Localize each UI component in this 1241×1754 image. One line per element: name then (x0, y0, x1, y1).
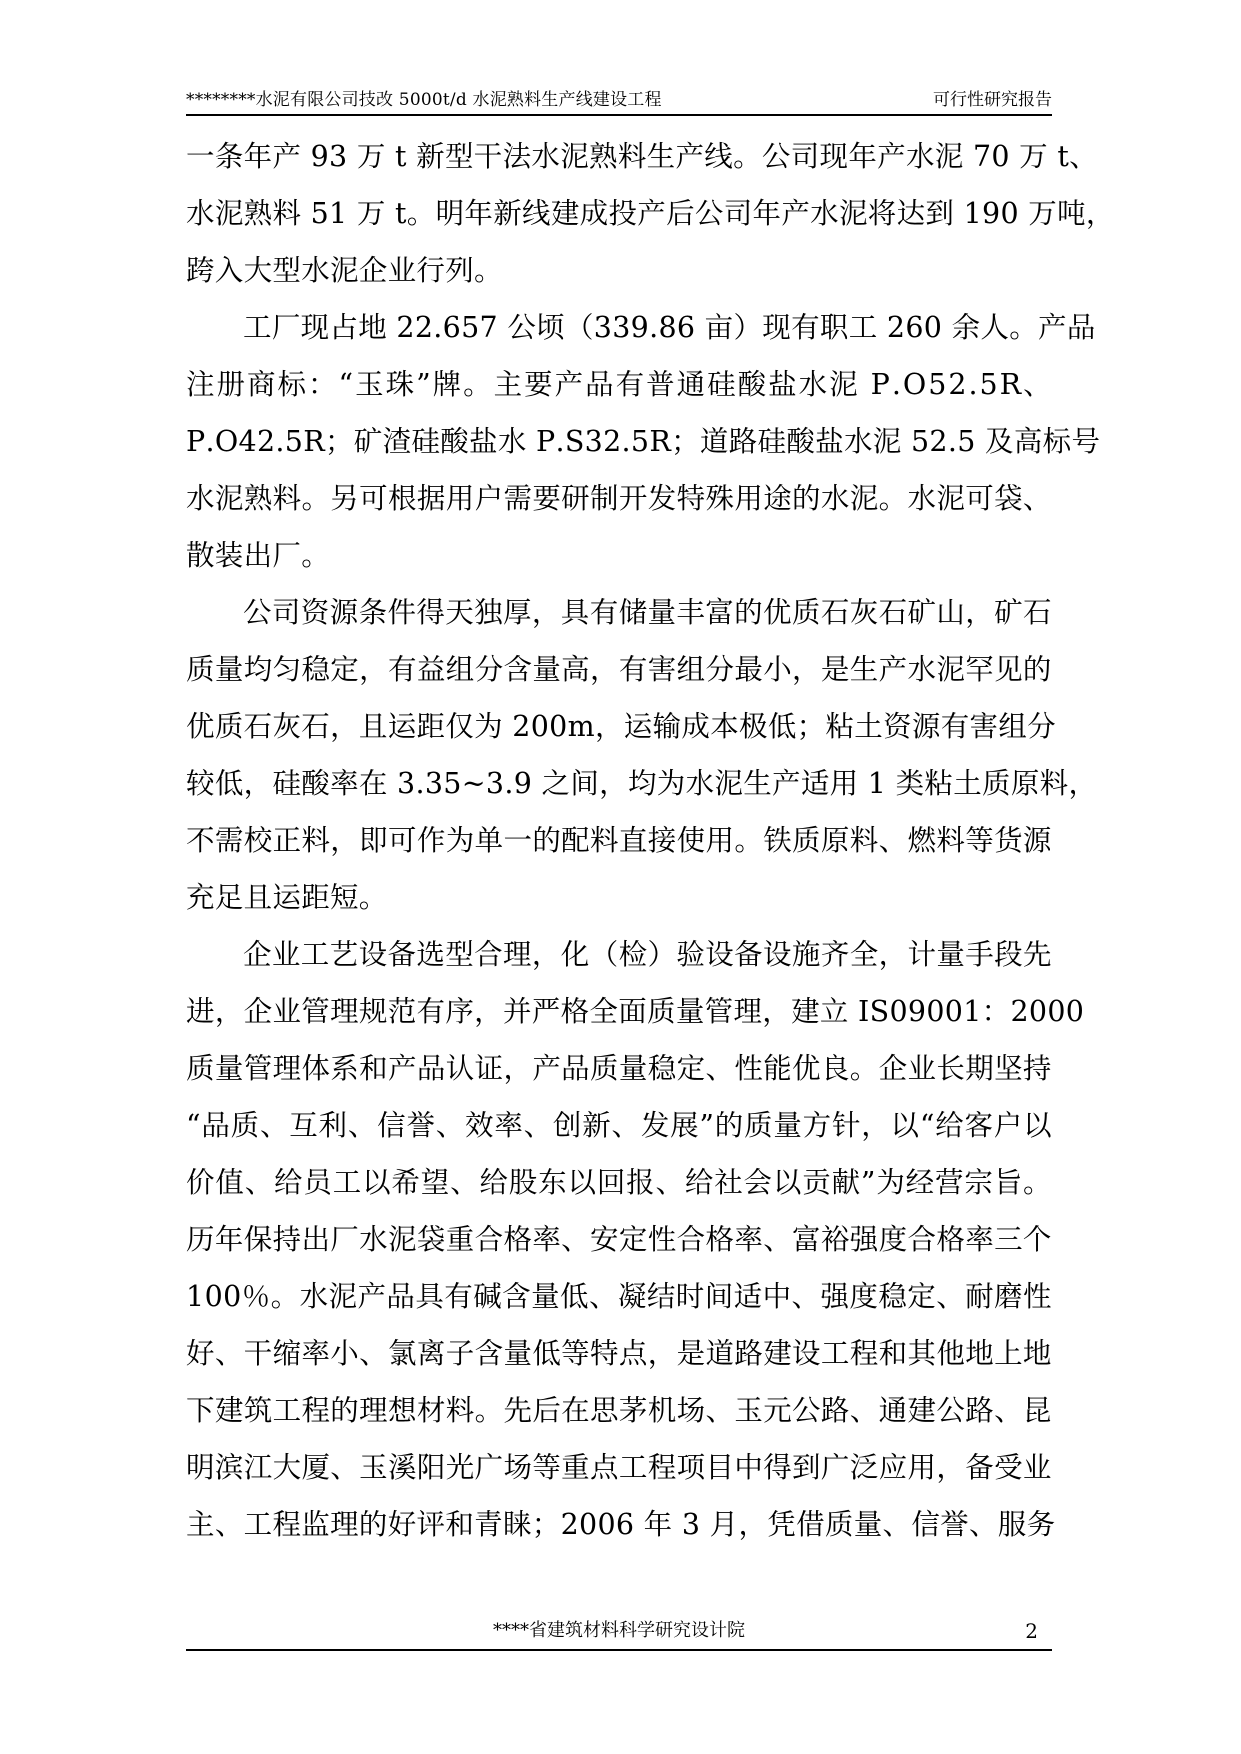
text-line: 质 量 均 匀 稳 定 ， 有 益 组 分 含 量 高 ， 有 害 组 分 最 小 ， 是 生 产 水 泥 罕 见 的 (186, 653, 1052, 686)
text-line: 一 条 年 产 9 3 万 t 新 型 干 法 水 泥 熟 料 生 产 线 。 公 司 现 年 产 水 泥 7 0 万 t 、 (186, 140, 1098, 173)
text-line: 工 厂 现 占 地 2 2 . 6 5 7 公 顷 （ 3 3 9 . 8 6 亩 ） 现 有 职 工 2 6 0 余 人 。 产 品 (243, 311, 1096, 344)
text-line: 公 司 资 源 条 件 得 天 独 厚 ， 具 有 储 量 丰 富 的 优 质 石 灰 石 矿 山 ， 矿 石 (243, 596, 1052, 629)
text-line: 散装出厂。 (186, 539, 331, 572)
page-number: 2 (1025, 1619, 1038, 1643)
text-line: 注 册 商 标 ： “ 玉 珠 ” 牌 。 主 要 产 品 有 普 通 硅 酸 盐 水 泥 P . O 5 2 . 5 R 、 (186, 368, 1052, 401)
text-line: 明 滨 江 大 厦 、 玉 溪 阳 光 广 场 等 重 点 工 程 项 目 中 得 到 广 泛 应 用 ， 备 受 业 (186, 1451, 1052, 1484)
text-line: 较 低 ， 硅 酸 率 在 3 . 3 5 ~ 3 . 9 之 间 ， 均 为 水 泥 生 产 适 用 1 类 粘 土 质 原 料 ， (186, 767, 1098, 800)
text-line: 质 量 管 理 体 系 和 产 品 认 证 ， 产 品 质 量 稳 定 、 性 能 优 良 。 企 业 长 期 坚 持 (186, 1052, 1052, 1085)
text-line: 历 年 保 持 出 厂 水 泥 袋 重 合 格 率 、 安 定 性 合 格 率 、 富 裕 强 度 合 格 率 三 个 (186, 1223, 1052, 1256)
paragraph (186, 926, 1085, 1553)
text-line: “ 品 质 、 互 利 、 信 誉 、 效 率 、 创 新 、 发 展 ” 的 质 量 方 针 ， 以 “ 给 客 户 以 (186, 1109, 1052, 1142)
text-line: 水 泥 熟 料 。 另 可 根 据 用 户 需 要 研 制 开 发 特 殊 用 途 的 水 泥 。 水 泥 可 袋 、 (186, 482, 1052, 515)
text-line: 水 泥 熟 料 5 1 万 t 。 明 年 新 线 建 成 投 产 后 公 司 年 产 水 泥 将 达 到 1 9 0 万 吨 ， (186, 197, 1115, 230)
text-line: 价 值 、 给 员 工 以 希 望 、 给 股 东 以 回 报 、 给 社 会 以 贡 献 ” 为 经 营 宗 旨 。 (186, 1166, 1052, 1199)
paragraph (186, 584, 1098, 926)
page-footer (186, 1613, 1052, 1651)
text-line: 好 、 干 缩 率 小 、 氯 离 子 含 量 低 等 特 点 ， 是 道 路 建 设 工 程 和 其 他 地 上 地 (186, 1337, 1052, 1370)
text-line: 不 需 校 正 料 ， 即 可 作 为 单 一 的 配 料 直 接 使 用 。 铁 质 原 料 、 燃 料 等 货 源 (186, 824, 1052, 857)
text-line: 优 质 石 灰 石 ， 且 运 距 仅 为 2 0 0 m ， 运 输 成 本 极 低 ； 粘 土 资 源 有 害 组 分 (186, 710, 1056, 743)
text-line: 跨入大型水泥企业行列。 (186, 254, 503, 287)
text-line: 1 0 0 ％ 。 水 泥 产 品 具 有 碱 含 量 低 、 凝 结 时 间 适 中 、 强 度 稳 定 、 耐 磨 性 (186, 1280, 1052, 1313)
text-line: 进 ， 企 业 管 理 规 范 有 序 ， 并 严 格 全 面 质 量 管 理 ， 建 立 I S 0 9 0 0 1 ： 2 0 0 0 (186, 995, 1085, 1028)
text-line: P . O 4 2 . 5 R ； 矿 渣 硅 酸 盐 水 P . S 3 2 . 5 R ； 道 路 硅 酸 盐 水 泥 5 2 . 5 及 高 标 号 (186, 425, 1101, 458)
header-report-type: 可行性研究报告 (933, 90, 1052, 110)
document-body (186, 128, 1115, 1553)
header-project-title: ********水泥有限公司技改 5000t/d 水泥熟料生产线建设工程 (186, 90, 662, 110)
page-header (186, 86, 1052, 116)
paragraph (186, 299, 1101, 584)
text-line: 企 业 工 艺 设 备 选 型 合 理 ， 化 （ 检 ） 验 设 备 设 施 齐 全 ， 计 量 手 段 先 (243, 938, 1052, 971)
text-line: 主 、 工 程 监 理 的 好 评 和 青 睐 ； 2 0 0 6 年 3 月 ， 凭 借 质 量 、 信 誉 、 服 务 (186, 1508, 1056, 1541)
text-line: 充足且运距短。 (186, 881, 388, 914)
paragraph (186, 128, 1115, 299)
footer-institute: ****省建筑材料科学研究设计院 (493, 1620, 745, 1641)
text-line: 下 建 筑 工 程 的 理 想 材 料 。 先 后 在 思 茅 机 场 、 玉 元 公 路 、 通 建 公 路 、 昆 (186, 1394, 1052, 1427)
